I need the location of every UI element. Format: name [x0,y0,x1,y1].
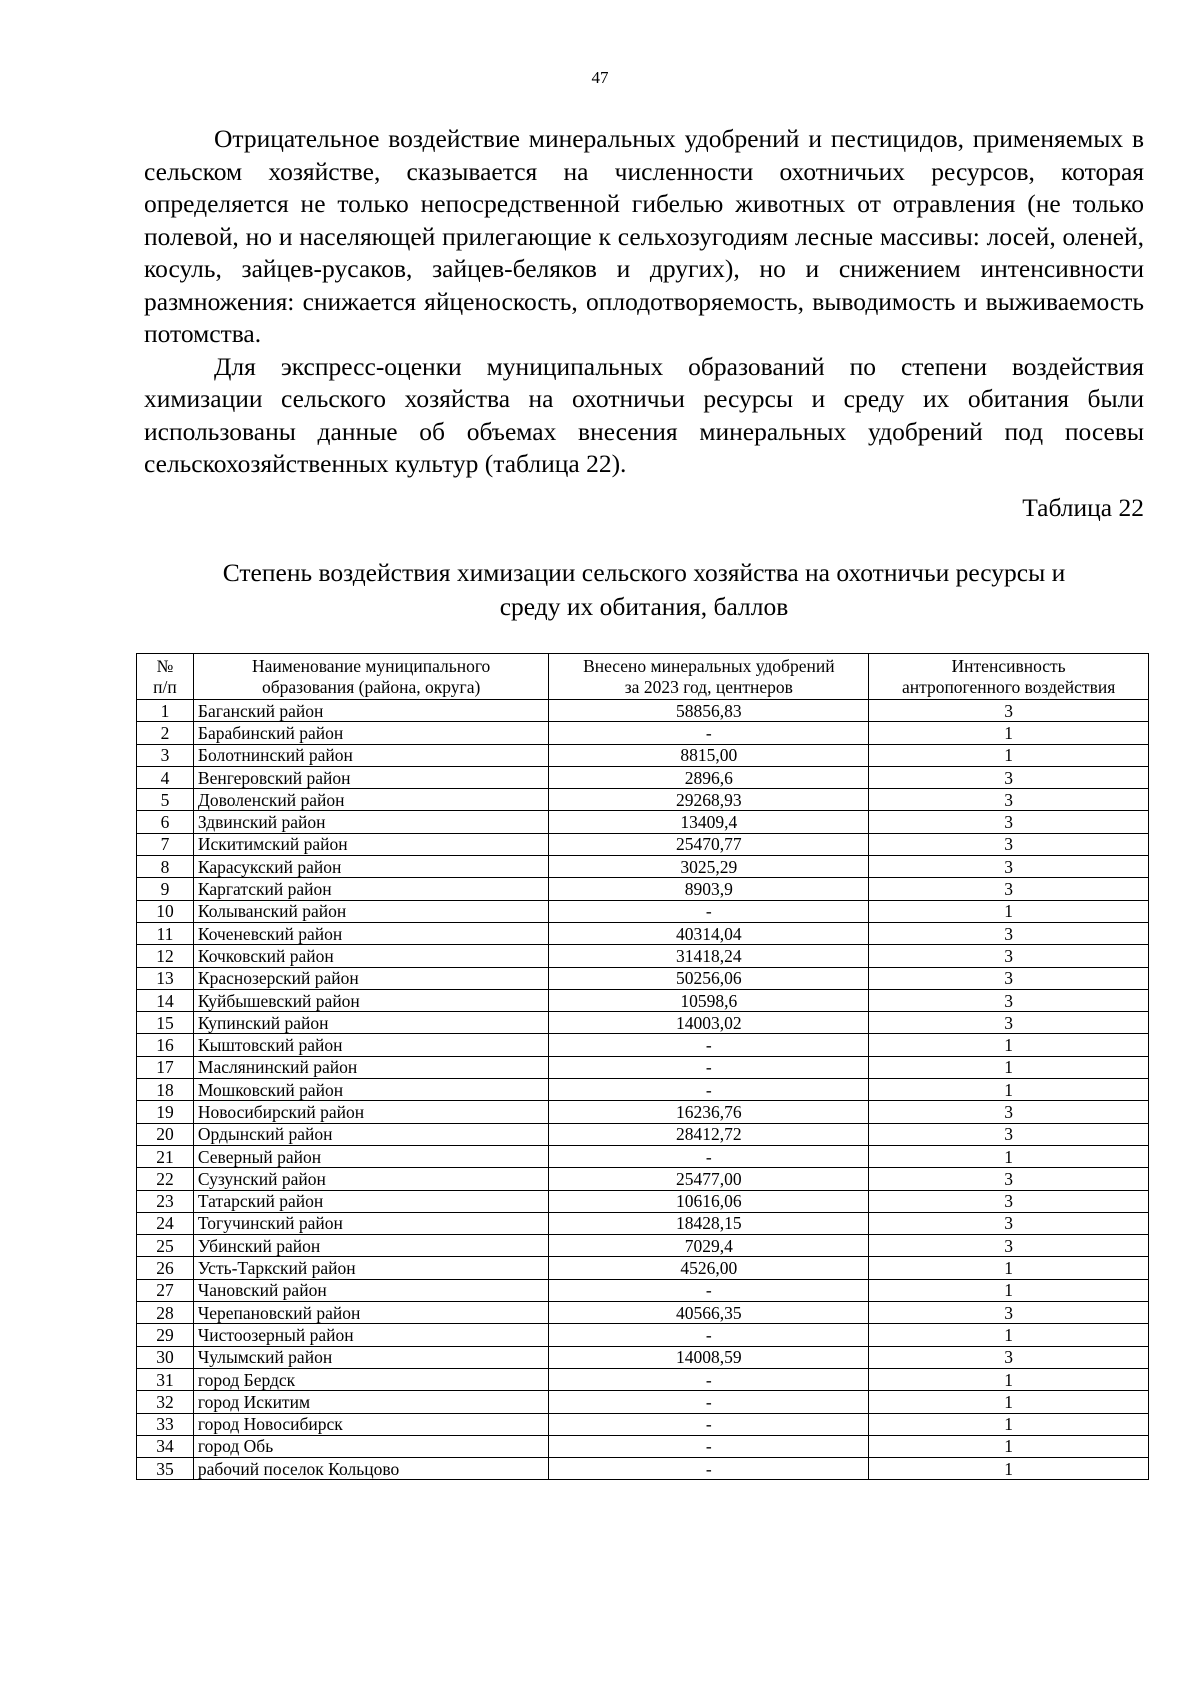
cell-fertilizer: 29268,93 [549,789,869,811]
cell-intensity: 1 [869,744,1149,766]
cell-fertilizer: 40566,35 [549,1302,869,1324]
cell-fertilizer: 25477,00 [549,1168,869,1190]
cell-intensity: 1 [869,1413,1149,1435]
cell-municipality: Куйбышевский район [193,989,549,1011]
cell-fertilizer: 3025,29 [549,856,869,878]
table-row [137,1391,1149,1413]
cell-fertilizer: 10616,06 [549,1190,869,1212]
page-number: 47 [591,68,609,87]
fertilizer-table [136,653,1149,1480]
table-row [137,856,1149,878]
table-row [137,1212,1149,1234]
cell-fertilizer: 14003,02 [549,1012,869,1034]
cell-fertilizer: - [549,1391,869,1413]
table-row [137,922,1149,944]
table-row [137,1123,1149,1145]
cell-municipality: Венгеровский район [193,766,549,788]
cell-municipality: Краснозерский район [193,967,549,989]
paragraph: Для экспресс-оценки муниципальных образований по степени воздействия химизации сельского хозяйства на охотничьи ресурсы и среду их обитания были использованы данные об объемах внесения минеральных удобрений под посевы сельскохозяйственных культур (таблица 22). [144,351,1144,478]
body-text [144,123,1144,481]
table-row [137,700,1149,722]
table-title-line: Степень воздействия химизации сельского хозяйства на охотничьи ресурсы и [222,558,1066,587]
cell-municipality: Баганский район [193,700,549,722]
cell-intensity: 3 [869,1012,1149,1034]
cell-intensity: 3 [869,989,1149,1011]
table-row [137,811,1149,833]
cell-intensity: 3 [869,1212,1149,1234]
cell-municipality: Чулымский район [193,1346,549,1368]
cell-municipality: город Обь [193,1435,549,1457]
table-row [137,878,1149,900]
cell-fertilizer: 58856,83 [549,700,869,722]
cell-intensity: 3 [869,789,1149,811]
cell-intensity: 3 [869,1168,1149,1190]
cell-municipality: Искитимский район [193,833,549,855]
cell-fertilizer: 18428,15 [549,1212,869,1234]
cell-number: 26 [137,1257,194,1279]
cell-municipality: Татарский район [193,1190,549,1212]
cell-municipality: рабочий поселок Кольцово [193,1458,549,1480]
cell-number: 3 [137,744,194,766]
cell-number: 31 [137,1368,194,1390]
table-row [137,1056,1149,1078]
cell-municipality: Новосибирский район [193,1101,549,1123]
cell-number: 34 [137,1435,194,1457]
table-row [137,1034,1149,1056]
table-row [137,833,1149,855]
cell-fertilizer: 50256,06 [549,967,869,989]
header-fertilizer: Внесено минеральных удобрений за 2023 год, центнеров [549,654,869,700]
table-row [137,1279,1149,1301]
paragraph: Отрицательное воздействие минеральных удобрений и пестицидов, применяемых в сельском хозяйстве, сказывается на численности охотничьих ресурсов, которая определяется не только непосредственной гибелью животных от отравления (не только полевой, но и населяющей прилегающие к сельхозугодиям лесные массивы: лосей, оленей, косуль, зайцев-русаков, зайцев-беляков и других), но и снижением интенсивности размножения: снижается яйценоскость, оплодотворяемость, выводимость и выживаемость потомства. [144,124,1144,348]
table-body [137,700,1149,1480]
cell-number: 32 [137,1391,194,1413]
table-row [137,1302,1149,1324]
cell-fertilizer: - [549,1279,869,1301]
cell-number: 28 [137,1302,194,1324]
cell-municipality: Ордынский район [193,1123,549,1145]
cell-intensity: 1 [869,1368,1149,1390]
cell-intensity: 3 [869,833,1149,855]
table-row [137,900,1149,922]
cell-number: 16 [137,1034,194,1056]
table-row [137,989,1149,1011]
cell-intensity: 3 [869,1235,1149,1257]
cell-intensity: 3 [869,856,1149,878]
cell-number: 20 [137,1123,194,1145]
cell-municipality: Сузунский район [193,1168,549,1190]
cell-municipality: Здвинский район [193,811,549,833]
table-row [137,945,1149,967]
cell-number: 14 [137,989,194,1011]
cell-fertilizer: 14008,59 [549,1346,869,1368]
cell-intensity: 1 [869,1279,1149,1301]
header-intensity: Интенсивность антропогенного воздействия [869,654,1149,700]
cell-municipality: Северный район [193,1145,549,1167]
table-row [137,1257,1149,1279]
cell-number: 8 [137,856,194,878]
cell-fertilizer: - [549,1145,869,1167]
cell-municipality: Чистоозерный район [193,1324,549,1346]
cell-fertilizer: - [549,1079,869,1101]
cell-intensity: 1 [869,1079,1149,1101]
table-row [137,1190,1149,1212]
cell-number: 4 [137,766,194,788]
cell-municipality: Тогучинский район [193,1212,549,1234]
cell-municipality: Колыванский район [193,900,549,922]
table-row [137,1079,1149,1101]
cell-number: 2 [137,722,194,744]
cell-number: 22 [137,1168,194,1190]
cell-fertilizer: 40314,04 [549,922,869,944]
cell-number: 30 [137,1346,194,1368]
cell-municipality: Кыштовский район [193,1034,549,1056]
cell-fertilizer: 25470,77 [549,833,869,855]
table-row [137,1012,1149,1034]
header-number: № п/п [137,654,194,700]
cell-intensity: 1 [869,1145,1149,1167]
cell-number: 11 [137,922,194,944]
cell-municipality: город Искитим [193,1391,549,1413]
cell-intensity: 1 [869,1257,1149,1279]
cell-intensity: 1 [869,1034,1149,1056]
cell-fertilizer: 31418,24 [549,945,869,967]
cell-intensity: 1 [869,1435,1149,1457]
cell-number: 35 [137,1458,194,1480]
table-row [137,967,1149,989]
cell-number: 10 [137,900,194,922]
table-row [137,1458,1149,1480]
cell-number: 7 [137,833,194,855]
table-row [137,1235,1149,1257]
cell-fertilizer: 16236,76 [549,1101,869,1123]
cell-fertilizer: 28412,72 [549,1123,869,1145]
cell-municipality: Купинский район [193,1012,549,1034]
cell-municipality: Коченевский район [193,922,549,944]
cell-number: 5 [137,789,194,811]
cell-fertilizer: 8815,00 [549,744,869,766]
cell-municipality: город Бердск [193,1368,549,1390]
table-row [137,1413,1149,1435]
cell-municipality: Барабинский район [193,722,549,744]
cell-intensity: 3 [869,945,1149,967]
cell-fertilizer: - [549,1056,869,1078]
cell-fertilizer: - [549,1413,869,1435]
cell-number: 33 [137,1413,194,1435]
cell-intensity: 3 [869,811,1149,833]
cell-intensity: 3 [869,878,1149,900]
cell-number: 29 [137,1324,194,1346]
cell-municipality: Чановский район [193,1279,549,1301]
cell-fertilizer: 7029,4 [549,1235,869,1257]
cell-municipality: Маслянинский район [193,1056,549,1078]
cell-intensity: 1 [869,1324,1149,1346]
cell-number: 12 [137,945,194,967]
table-row [137,744,1149,766]
cell-intensity: 1 [869,1391,1149,1413]
cell-intensity: 3 [869,1101,1149,1123]
cell-municipality: город Новосибирск [193,1413,549,1435]
cell-number: 9 [137,878,194,900]
cell-municipality: Мошковский район [193,1079,549,1101]
cell-municipality: Убинский район [193,1235,549,1257]
cell-intensity: 1 [869,1458,1149,1480]
cell-municipality: Черепановский район [193,1302,549,1324]
cell-number: 18 [137,1079,194,1101]
cell-municipality: Карасукский район [193,856,549,878]
cell-number: 17 [137,1056,194,1078]
cell-number: 21 [137,1145,194,1167]
table-row [137,722,1149,744]
cell-intensity: 3 [869,1302,1149,1324]
cell-intensity: 3 [869,1123,1149,1145]
cell-number: 6 [137,811,194,833]
cell-fertilizer: - [549,1034,869,1056]
table-label: Таблица 22 [1022,493,1144,522]
cell-municipality: Болотнинский район [193,744,549,766]
cell-fertilizer: 8903,9 [549,878,869,900]
table-row [137,1324,1149,1346]
cell-fertilizer: 4526,00 [549,1257,869,1279]
table-title [144,556,1144,624]
table-header-row [137,654,1149,700]
cell-fertilizer: - [549,1458,869,1480]
cell-fertilizer: - [549,1368,869,1390]
cell-number: 25 [137,1235,194,1257]
cell-number: 19 [137,1101,194,1123]
cell-number: 27 [137,1279,194,1301]
cell-number: 1 [137,700,194,722]
cell-number: 15 [137,1012,194,1034]
table-row [137,1101,1149,1123]
cell-intensity: 3 [869,967,1149,989]
header-municipality: Наименование муниципального образования (района, округа) [193,654,549,700]
cell-municipality: Каргатский район [193,878,549,900]
table-row [137,1435,1149,1457]
cell-intensity: 3 [869,700,1149,722]
table-row [137,1168,1149,1190]
cell-municipality: Доволенский район [193,789,549,811]
cell-number: 24 [137,1212,194,1234]
cell-intensity: 3 [869,1346,1149,1368]
cell-intensity: 3 [869,922,1149,944]
cell-fertilizer: - [549,1435,869,1457]
cell-intensity: 1 [869,1056,1149,1078]
cell-fertilizer: - [549,722,869,744]
cell-intensity: 1 [869,900,1149,922]
cell-fertilizer: - [549,1324,869,1346]
cell-municipality: Кочковский район [193,945,549,967]
table-row [137,789,1149,811]
cell-fertilizer: 13409,4 [549,811,869,833]
table-row [137,1368,1149,1390]
cell-municipality: Усть-Таркский район [193,1257,549,1279]
table-title-line: среду их обитания, баллов [499,592,789,621]
table-row [137,766,1149,788]
cell-intensity: 3 [869,766,1149,788]
cell-number: 13 [137,967,194,989]
cell-fertilizer: - [549,900,869,922]
table-row [137,1346,1149,1368]
cell-intensity: 3 [869,1190,1149,1212]
cell-fertilizer: 2896,6 [549,766,869,788]
table-row [137,1145,1149,1167]
cell-intensity: 1 [869,722,1149,744]
cell-fertilizer: 10598,6 [549,989,869,1011]
cell-number: 23 [137,1190,194,1212]
